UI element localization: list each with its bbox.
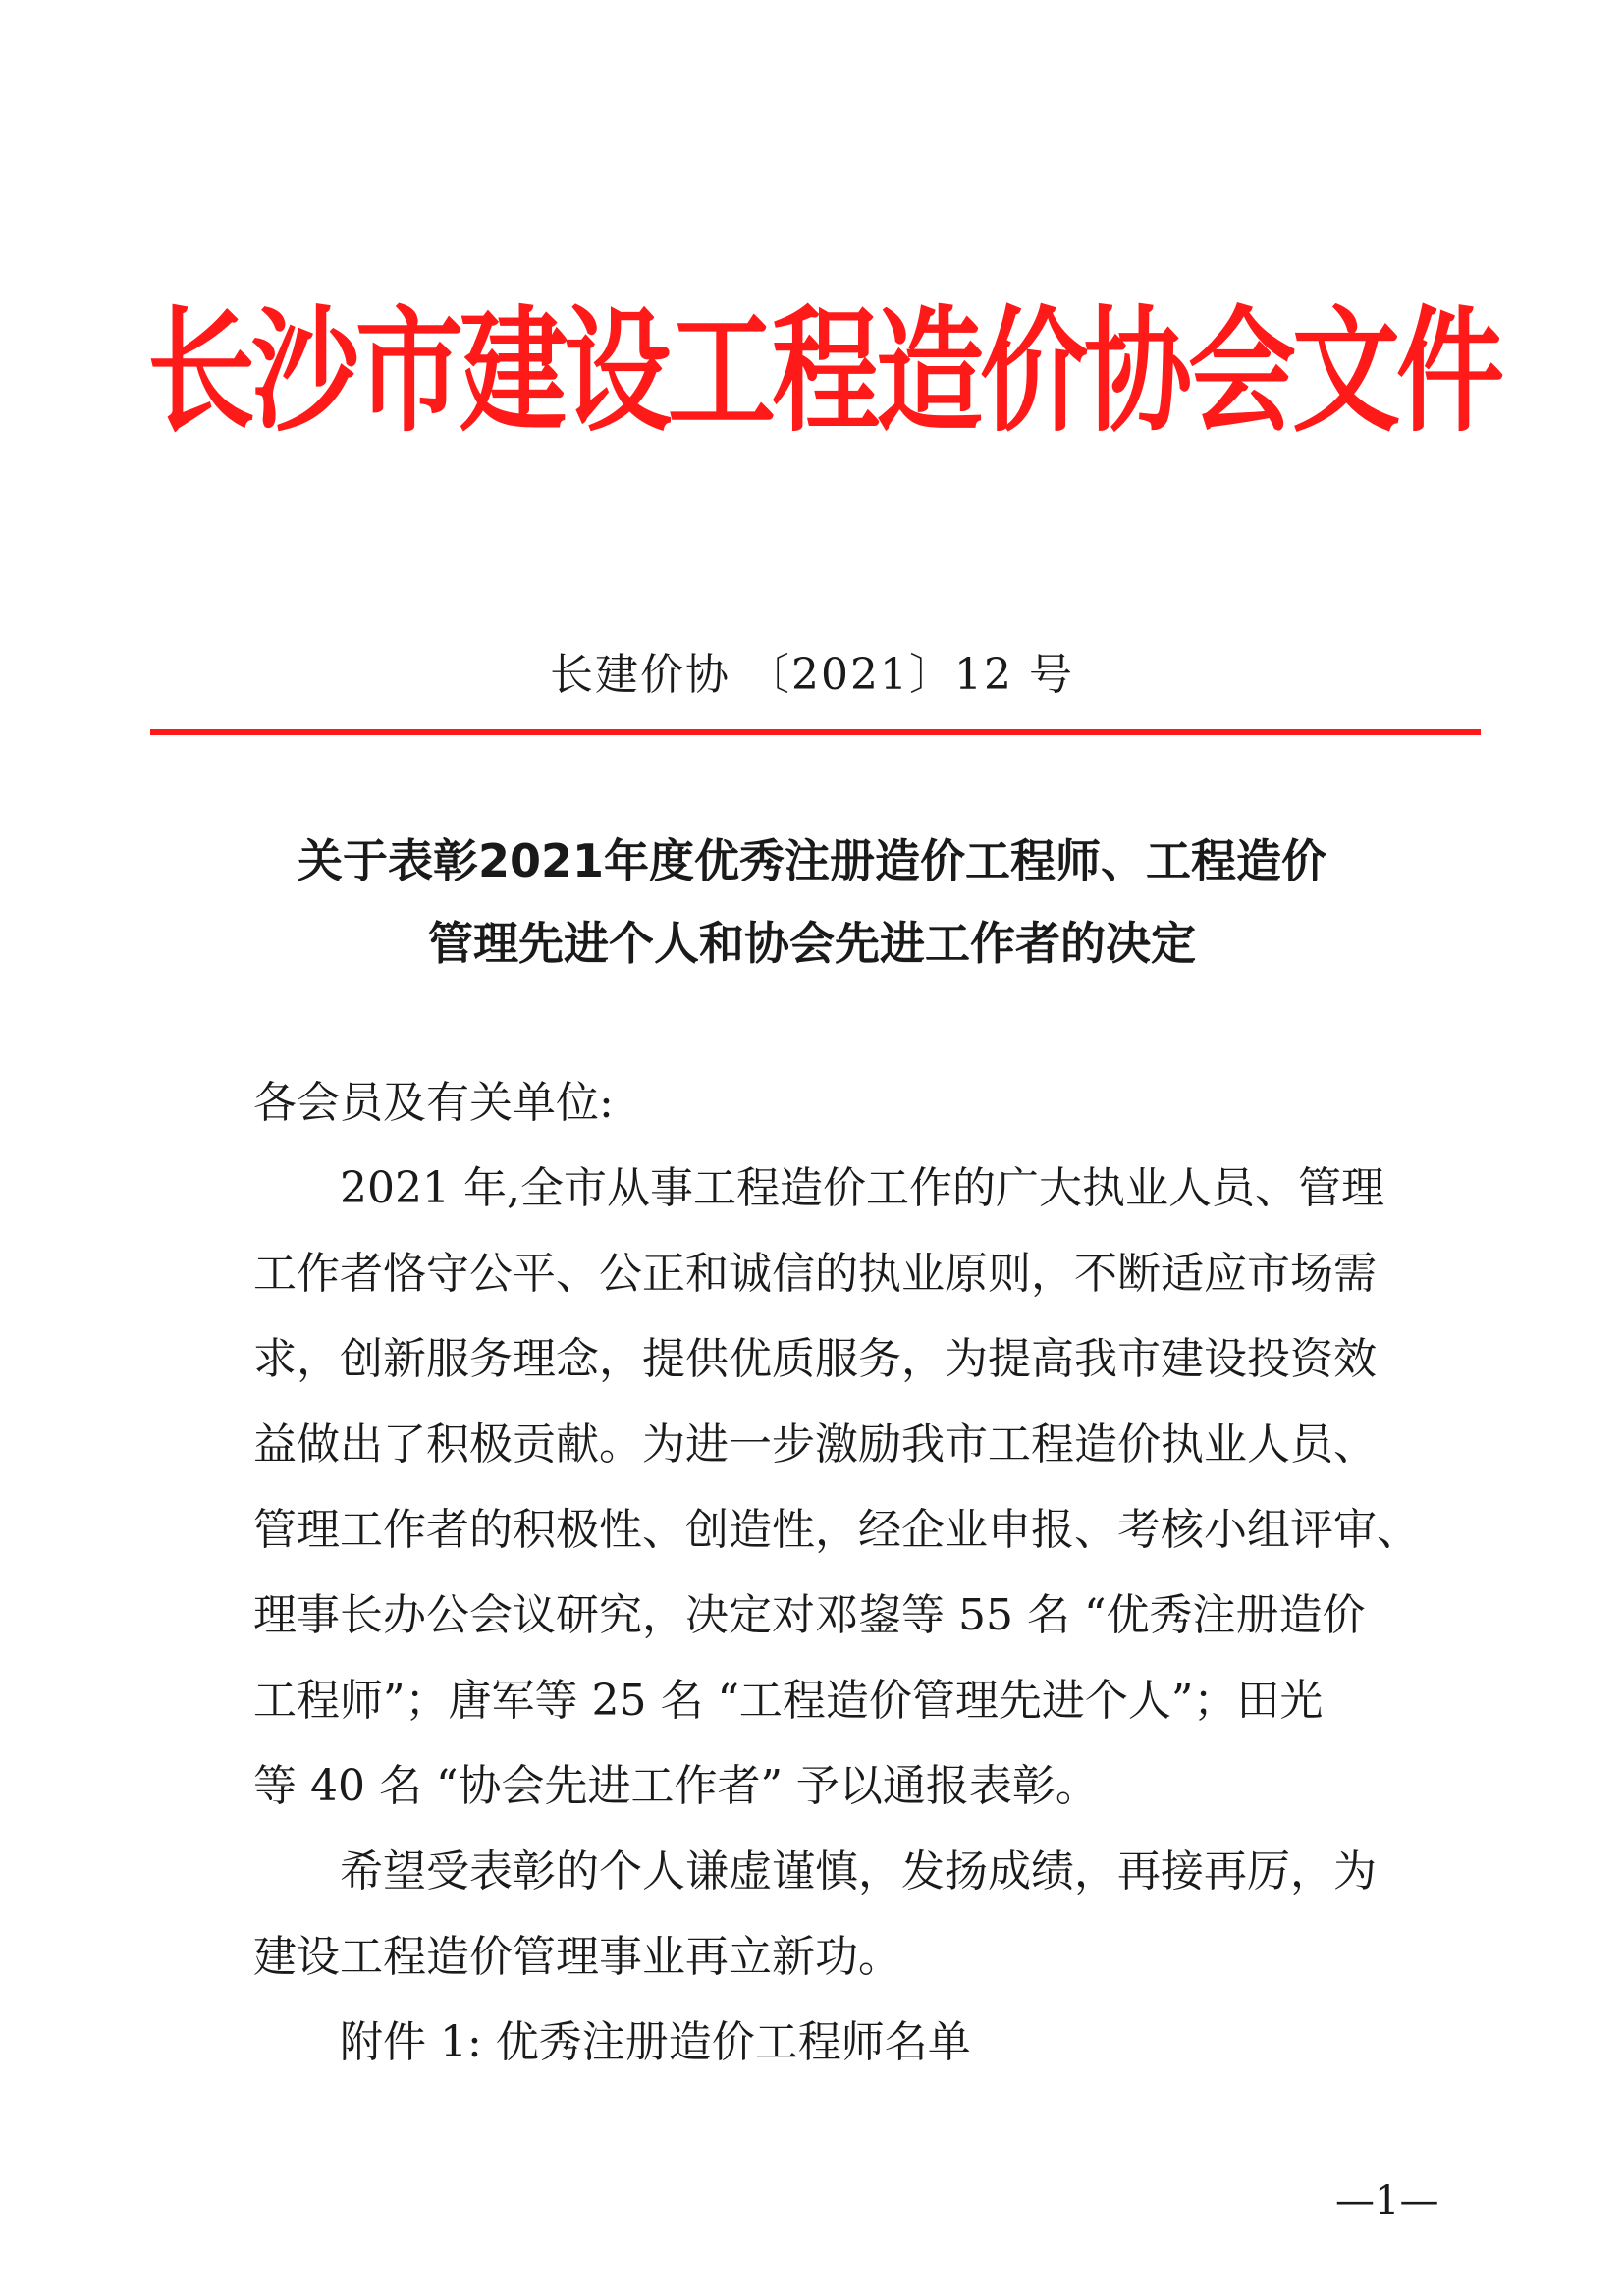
paragraph-1-line-7: 工程师”；唐军等 25 名 “工程造价管理先进个人”；田光 xyxy=(253,1676,1324,1726)
paragraph-1-line-4: 益做出了积极贡献。为进一步激励我市工程造价执业人员、 xyxy=(253,1419,1377,1469)
title-line-2: 管理先进个人和协会先进工作者的决定 xyxy=(428,917,1196,970)
paragraph-2 xyxy=(253,1829,1382,2000)
document-number: 长建价协 〔2021〕12 号 xyxy=(550,650,1074,700)
paragraph-1-line-8: 等 40 名 “协会先进工作者” 予以通报表彰。 xyxy=(253,1761,1099,1811)
paragraph-1-line-6: 理事长办公会议研究，决定对邓鋆等 55 名 “优秀注册造价 xyxy=(253,1590,1366,1640)
salutation: 各会员及有关单位: xyxy=(253,1078,614,1128)
attachment-line xyxy=(253,2000,1382,2085)
masthead-title: 长沙市建设工程造价协会文件 xyxy=(147,292,1500,451)
paragraph-1-line-5: 管理工作者的积极性、创造性，经企业申报、考核小组评审、 xyxy=(253,1505,1420,1555)
red-divider-line xyxy=(150,729,1481,735)
paragraph-1-line-2: 工作者恪守公平、公正和诚信的执业原则，不断适应市场需 xyxy=(253,1249,1377,1299)
paragraph-1 xyxy=(253,1146,1420,1829)
attachment-text: 附件 1: 优秀注册造价工程师名单 xyxy=(340,2017,971,2067)
paragraph-2-line-1: 希望受表彰的个人谦虚谨慎，发扬成绩，再接再厉，为 xyxy=(340,1846,1377,1896)
paragraph-2-line-2: 建设工程造价管理事业再立新功。 xyxy=(253,1932,901,1982)
document-body xyxy=(253,1060,1420,2085)
paragraph-1-line-3: 求，创新服务理念，提供优质服务，为提高我市建设投资效 xyxy=(253,1334,1377,1384)
page-number: —1— xyxy=(1335,2178,1439,2223)
document-title xyxy=(196,820,1428,985)
paragraph-1-line-1: 2021 年,全市从事工程造价工作的广大执业人员、管理 xyxy=(340,1163,1384,1213)
title-line-1: 关于表彰2021年度优秀注册造价工程师、工程造价 xyxy=(297,834,1327,887)
